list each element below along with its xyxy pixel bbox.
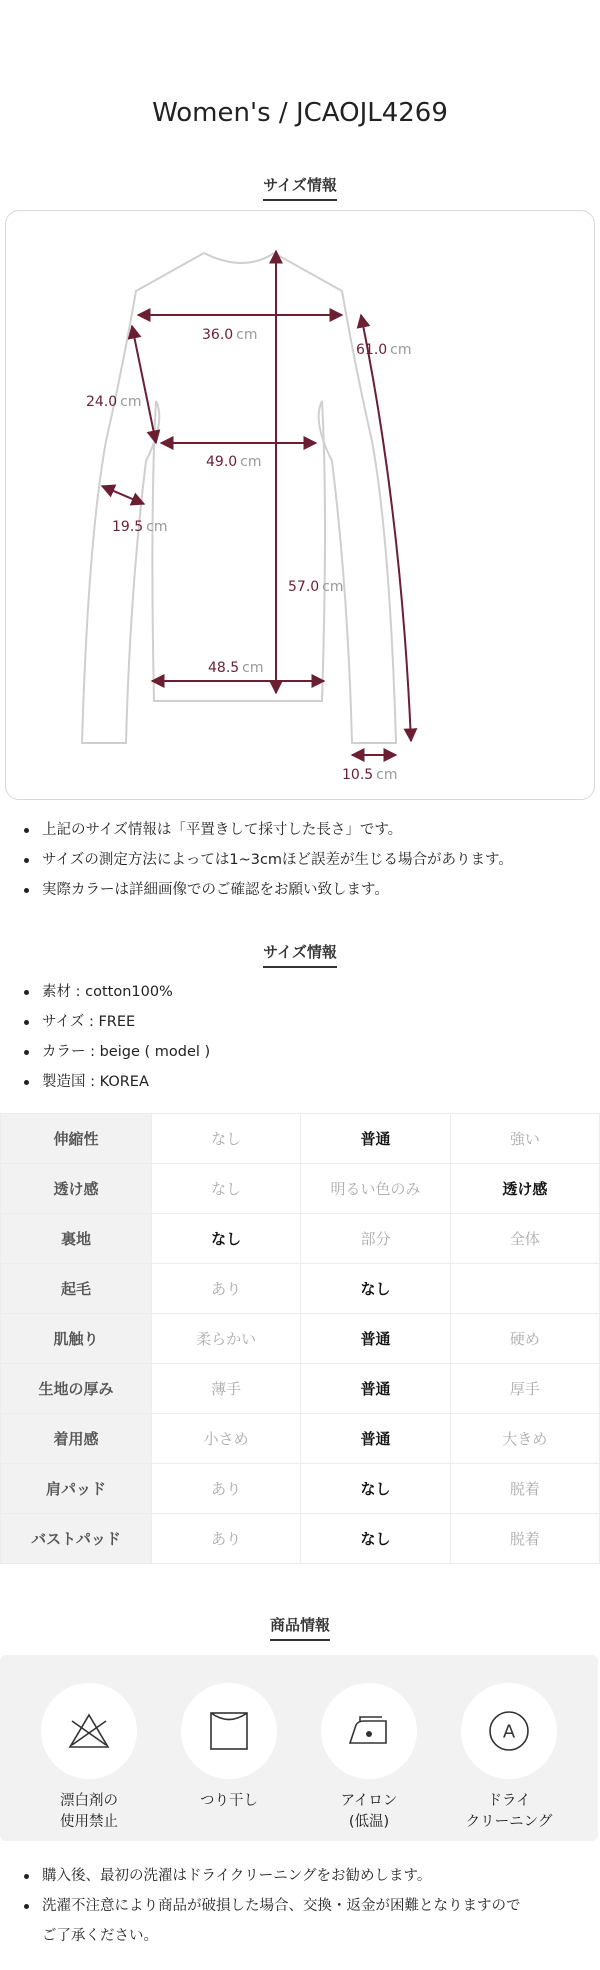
size-note: 実際カラーは詳細画像でのご確認をお願い致します。	[20, 875, 590, 905]
care-item-iron-low	[321, 1683, 417, 1833]
spec-row-label: 肩パッド	[1, 1464, 152, 1514]
spec-option: 普通	[301, 1314, 450, 1364]
spec-option: なし	[301, 1264, 450, 1314]
spec-option: 全体	[450, 1214, 599, 1264]
label-sleeve: 61.0 cm	[356, 342, 412, 358]
svg-text:A: A	[502, 1721, 516, 1743]
spec-row	[1, 1314, 600, 1364]
spec-option: あり	[152, 1464, 301, 1514]
iron-low-icon	[321, 1683, 417, 1779]
spec-row	[1, 1414, 600, 1464]
sleeve-line	[361, 315, 411, 741]
garment-diagram	[6, 211, 594, 799]
size-section-heading	[0, 174, 600, 201]
product-info-list	[20, 977, 590, 1097]
product-section-heading-text: 商品情報	[270, 1614, 330, 1641]
spec-option: なし	[152, 1114, 301, 1164]
info-item: サイズ : FREE	[20, 1007, 590, 1037]
info-item: カラー : beige ( model )	[20, 1037, 590, 1067]
label-sleeve-width: 19.5 cm	[112, 519, 168, 535]
spec-row	[1, 1214, 600, 1264]
spec-row	[1, 1464, 600, 1514]
care-item-no-bleach	[41, 1683, 137, 1833]
spec-option: なし	[301, 1514, 450, 1564]
spec-row-label: 透け感	[1, 1164, 152, 1214]
spec-option: あり	[152, 1264, 301, 1314]
spec-row	[1, 1264, 600, 1314]
spec-option: 厚手	[450, 1364, 599, 1414]
spec-row-label: 裏地	[1, 1214, 152, 1264]
spec-option: 薄手	[152, 1364, 301, 1414]
spec-row	[1, 1164, 600, 1214]
line-dry-icon	[181, 1683, 277, 1779]
spec-option: 小さめ	[152, 1414, 301, 1464]
care-label: つり干し	[200, 1793, 258, 1809]
spec-row-label: 生地の厚み	[1, 1364, 152, 1414]
spec-option: なし	[152, 1214, 301, 1264]
dry-clean-icon	[461, 1683, 557, 1779]
spec-option: あり	[152, 1514, 301, 1564]
spec-option: 脱着	[450, 1464, 599, 1514]
sleeve-width-line	[102, 486, 144, 504]
care-item-dry-clean	[461, 1683, 557, 1833]
label-length: 57.0 cm	[288, 579, 344, 595]
spec-option: 柔らかい	[152, 1314, 301, 1364]
care-label: ドライ クリーニング	[465, 1793, 553, 1830]
spec-row-label: 伸縮性	[1, 1114, 152, 1164]
spec-row-label: 起毛	[1, 1264, 152, 1314]
care-notes	[20, 1861, 590, 1951]
label-hem: 48.5 cm	[208, 660, 264, 676]
label-chest: 49.0 cm	[206, 454, 262, 470]
spec-option: 硬め	[450, 1314, 599, 1364]
care-label: 漂白剤の 使用禁止	[60, 1793, 118, 1830]
info-item: 素材 : cotton100%	[20, 977, 590, 1007]
spec-row	[1, 1514, 600, 1564]
label-cuff: 10.5 cm	[342, 767, 398, 783]
spec-option: 普通	[301, 1114, 450, 1164]
spec-row	[1, 1114, 600, 1164]
info-section-heading-text: サイズ情報	[263, 941, 337, 968]
armhole-line	[132, 326, 156, 443]
size-section-heading-text: サイズ情報	[263, 174, 337, 201]
spec-option: 明るい色のみ	[301, 1164, 450, 1214]
label-shoulder: 36.0 cm	[202, 327, 258, 343]
page-title: Women's / JCAOJL4269	[152, 98, 448, 128]
size-note: サイズの測定方法によっては1~3cmほど誤差が生じる場合があります。	[20, 845, 590, 875]
info-item: 製造国 : KOREA	[20, 1067, 590, 1097]
info-section-heading	[0, 941, 600, 968]
care-panel	[0, 1655, 598, 1841]
care-note: 洗濯不注意により商品が破損した場合、交換・返金が困難となりますので ご了承ください。	[20, 1891, 590, 1951]
spec-option: 普通	[301, 1364, 450, 1414]
spec-option	[450, 1264, 599, 1314]
spec-option: 大きめ	[450, 1414, 599, 1464]
spec-option: 透け感	[450, 1164, 599, 1214]
spec-option: 部分	[301, 1214, 450, 1264]
size-diagram	[5, 210, 595, 800]
spec-option: なし	[152, 1164, 301, 1214]
size-notes	[20, 815, 590, 905]
spec-option: 普通	[301, 1414, 450, 1464]
spec-table	[0, 1113, 600, 1564]
label-armhole: 24.0 cm	[86, 394, 142, 410]
care-item-line-dry	[181, 1683, 277, 1812]
spec-option: 脱着	[450, 1514, 599, 1564]
spec-option: なし	[301, 1464, 450, 1514]
size-note: 上記のサイズ情報は「平置きして採寸した長さ」です。	[20, 815, 590, 845]
no-bleach-icon	[41, 1683, 137, 1779]
spec-row-label: 着用感	[1, 1414, 152, 1464]
spec-row	[1, 1364, 600, 1414]
product-section-heading	[0, 1614, 600, 1641]
spec-row-label: バストパッド	[1, 1514, 152, 1564]
spec-option: 強い	[450, 1114, 599, 1164]
care-label: アイロン (低温)	[340, 1793, 398, 1830]
care-note: 購入後、最初の洗濯はドライクリーニングをお勧めします。	[20, 1861, 590, 1891]
spec-row-label: 肌触り	[1, 1314, 152, 1364]
